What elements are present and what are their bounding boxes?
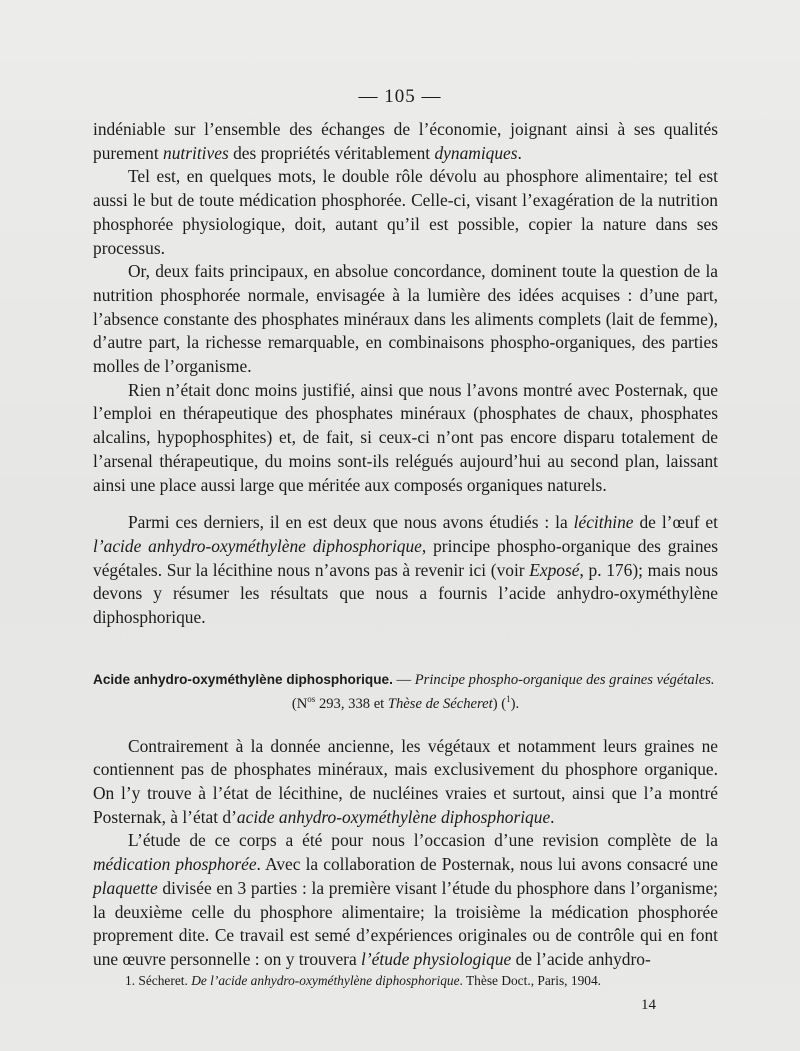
- paragraph-2: Tel est, en quelques mots, le double rôle dévolu au phosphore alimentaire; tel est aussi le but de toute médication phosphorée. Celle-ci, visant l’exagération de la nutrition phosphorée physiologique, doit, autant qu’il est possible, copier la nature dans ses processus.: [93, 166, 718, 258]
- paragraph-3: Or, deux faits principaux, en absolue concordance, dominent toute la question de la nutrition phosphorée normale, envisagée à la lumière des idées acquises : d’une part, l’absence constante des phosphates minéraux dans les aliments complets (lait de femme), d’autre part, la richesse remarquable, en combinaisons phospho-organiques, des parties molles de l’organisme.: [93, 261, 718, 377]
- page-body: [93, 118, 718, 972]
- paragraph-1: indéniable sur l’ensemble des échanges de l’économie, joignant ainsi à ses qualités purement nutritives des propriétés véritablement dynamiques.: [93, 119, 718, 163]
- footnote: 1. Sécheret. De l’acide anhydro-oxyméthylène diphosphorique. Thèse Doct., Paris, 1904.: [125, 973, 601, 988]
- page-number: — 105 —: [358, 86, 442, 107]
- section-heading: Acide anhydro-oxyméthylène diphosphorique. — Principe phospho-organique des graines végétales. ($N^{os}$ 293, 338 et Thèse de Sécheret) ($^1$).: [93, 671, 715, 712]
- signature-mark: 14: [641, 997, 656, 1013]
- paragraph-4: Rien n’était donc moins justifié, ainsi que nous l’avons montré avec Posternak, que l’emploi en thérapeutique des phosphates minéraux (phosphates de chaux, phosphates alcalins, hypophosphites) et, de fait, si ceux-ci n’ont pas encore disparu totalement de l’arsenal thérapeutique, du moins sont-ils relégués aujourd’hui au second plan, laissant ainsi une place aussi large que méritée aux composés organiques naturels.: [93, 379, 718, 495]
- footnote-ref: 1: [506, 693, 511, 704]
- paragraph-7: L’étude de ce corps a été pour nous l’occasion d’une revision complète de la médication phosphorée. Avec la collaboration de Posternak, nous lui avons consacré une plaquette divisée en 3 parties : la première visant l’étude du phosphore dans l’organisme; la deuxième celle du phosphore alimentaire; la troisième la médication phosphorée proprement dite. Ce travail est semé d’expériences originales ou de contrôle qui en font une œuvre personnelle : on y trouvera l’étude physiologique de l’acide anhydro-: [93, 830, 718, 969]
- paragraph-5: Parmi ces derniers, il en est deux que nous avons étudiés : la lécithine de l’œuf et l’acide anhydro-oxyméthylène diphosphorique, principe phospho-organique des graines végétales. Sur la lécithine nous n’avons pas à revenir ici (voir Exposé, p. 176); mais nous devons y résumer les résultats que nous a fournis l’acide anhydro-oxyméthylène diphosphorique.: [93, 512, 718, 628]
- paragraph-6: Contrairement à la donnée ancienne, les végétaux et notamment leurs graines ne contiennent pas de phosphates minéraux, mais exclusivement du phosphore organique. On l’y trouve à l’état de lécithine, de nucléines vraies et surtout, ainsi que l’a montré Posternak, à l’état d’acide anhydro-oxyméthylène diphosphorique.: [93, 735, 718, 827]
